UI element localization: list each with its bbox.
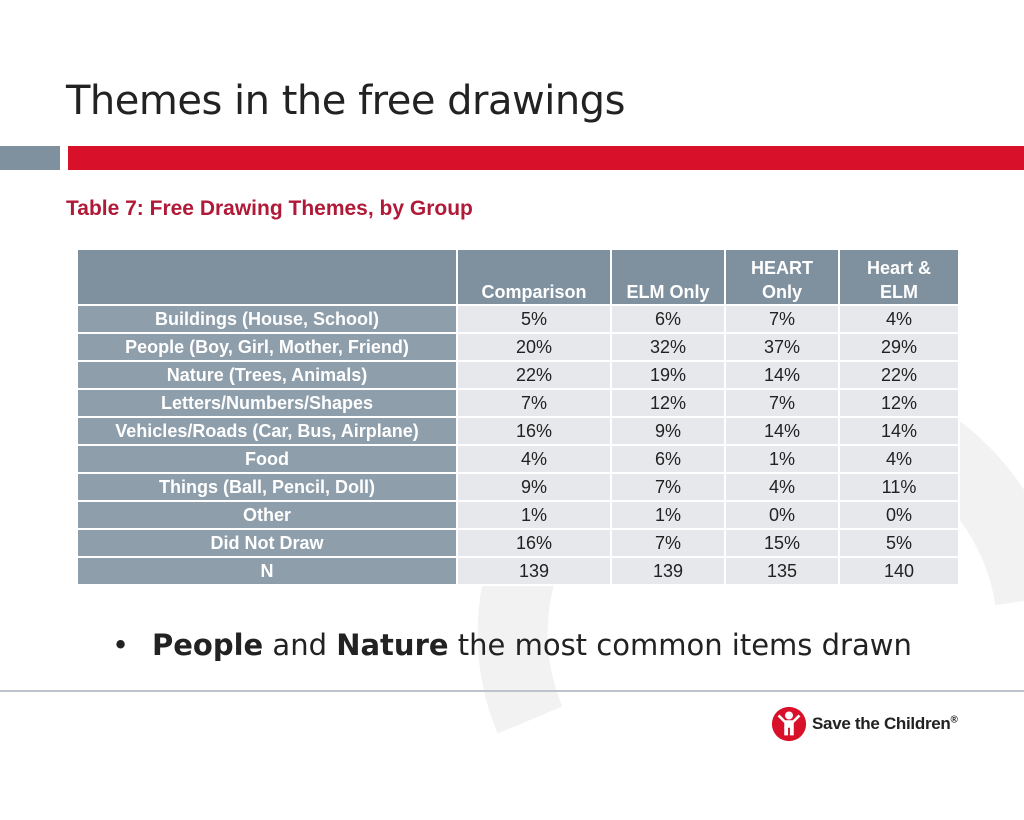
bullet-text-rest: the most common items drawn [448, 628, 912, 662]
table-cell: 0% [839, 501, 959, 529]
table-cell: 1% [457, 501, 611, 529]
row-label: Nature (Trees, Animals) [77, 361, 457, 389]
table-cell: 7% [725, 305, 839, 333]
table-cell: 4% [839, 305, 959, 333]
table-cell: 7% [725, 389, 839, 417]
table-cell: 20% [457, 333, 611, 361]
table-row [77, 473, 959, 501]
table-cell: 14% [839, 417, 959, 445]
table-cell: 1% [611, 501, 725, 529]
table-row [77, 501, 959, 529]
row-label: Buildings (House, School) [77, 305, 457, 333]
column-header-elm-only: ELM Only [611, 249, 725, 305]
row-label: N [77, 557, 457, 585]
table-cell: 12% [611, 389, 725, 417]
bullet-bold-nature: Nature [336, 628, 449, 662]
table-cell: 135 [725, 557, 839, 585]
table-cell: 140 [839, 557, 959, 585]
footer-divider [0, 690, 1024, 692]
table-cell: 12% [839, 389, 959, 417]
bullet-text-and: and [263, 628, 337, 662]
row-label: Letters/Numbers/Shapes [77, 389, 457, 417]
table-cell: 7% [611, 529, 725, 557]
table-cell: 14% [725, 417, 839, 445]
column-header-comparison: Comparison [457, 249, 611, 305]
logo-text [812, 714, 958, 734]
column-header-theme [77, 249, 457, 305]
table-row [77, 305, 959, 333]
save-the-children-logo-icon [770, 704, 808, 744]
table-header-row [77, 249, 959, 305]
row-label: Vehicles/Roads (Car, Bus, Airplane) [77, 417, 457, 445]
table-cell: 6% [611, 305, 725, 333]
logo-name: Save the Children [812, 714, 951, 733]
table-row [77, 445, 959, 473]
bullet-bold-people: People [152, 628, 264, 662]
table-cell: 37% [725, 333, 839, 361]
table-row [77, 557, 959, 585]
table-row [77, 389, 959, 417]
bullet-icon: • [112, 628, 130, 662]
table-row [77, 529, 959, 557]
table-cell: 5% [839, 529, 959, 557]
table-cell: 29% [839, 333, 959, 361]
row-label: Food [77, 445, 457, 473]
column-header-heart-only-label: HEART Only [751, 258, 813, 302]
table-cell: 22% [457, 361, 611, 389]
table-cell: 22% [839, 361, 959, 389]
title-bar-red [68, 146, 1024, 170]
table-row [77, 417, 959, 445]
row-label: Other [77, 501, 457, 529]
title-bar-gray [0, 146, 60, 170]
table-cell: 9% [611, 417, 725, 445]
column-header-heart-elm [839, 249, 959, 305]
table-cell: 32% [611, 333, 725, 361]
table-cell: 0% [725, 501, 839, 529]
table-cell: 5% [457, 305, 611, 333]
table-row [77, 333, 959, 361]
row-label: Things (Ball, Pencil, Doll) [77, 473, 457, 501]
table-cell: 4% [457, 445, 611, 473]
table-cell: 4% [839, 445, 959, 473]
table-cell: 7% [457, 389, 611, 417]
table-cell: 14% [725, 361, 839, 389]
row-label: People (Boy, Girl, Mother, Friend) [77, 333, 457, 361]
table-cell: 139 [457, 557, 611, 585]
table-cell: 6% [611, 445, 725, 473]
table-cell: 9% [457, 473, 611, 501]
row-label: Did Not Draw [77, 529, 457, 557]
table-cell: 16% [457, 417, 611, 445]
table-cell: 16% [457, 529, 611, 557]
table-cell: 4% [725, 473, 839, 501]
table-cell: 11% [839, 473, 959, 501]
table-caption: Table 7: Free Drawing Themes, by Group [66, 197, 473, 220]
table-cell: 7% [611, 473, 725, 501]
bullet-point [112, 628, 912, 662]
logo-registered-mark: ® [950, 714, 958, 726]
table-cell: 139 [611, 557, 725, 585]
save-the-children-logo [770, 702, 958, 746]
table-row [77, 361, 959, 389]
slide-title: Themes in the free drawings [66, 78, 625, 124]
column-header-heart-only [725, 249, 839, 305]
table-cell: 19% [611, 361, 725, 389]
table-cell: 15% [725, 529, 839, 557]
themes-table [76, 248, 960, 586]
column-header-heart-elm-label: Heart & ELM [866, 258, 932, 302]
table-cell: 1% [725, 445, 839, 473]
